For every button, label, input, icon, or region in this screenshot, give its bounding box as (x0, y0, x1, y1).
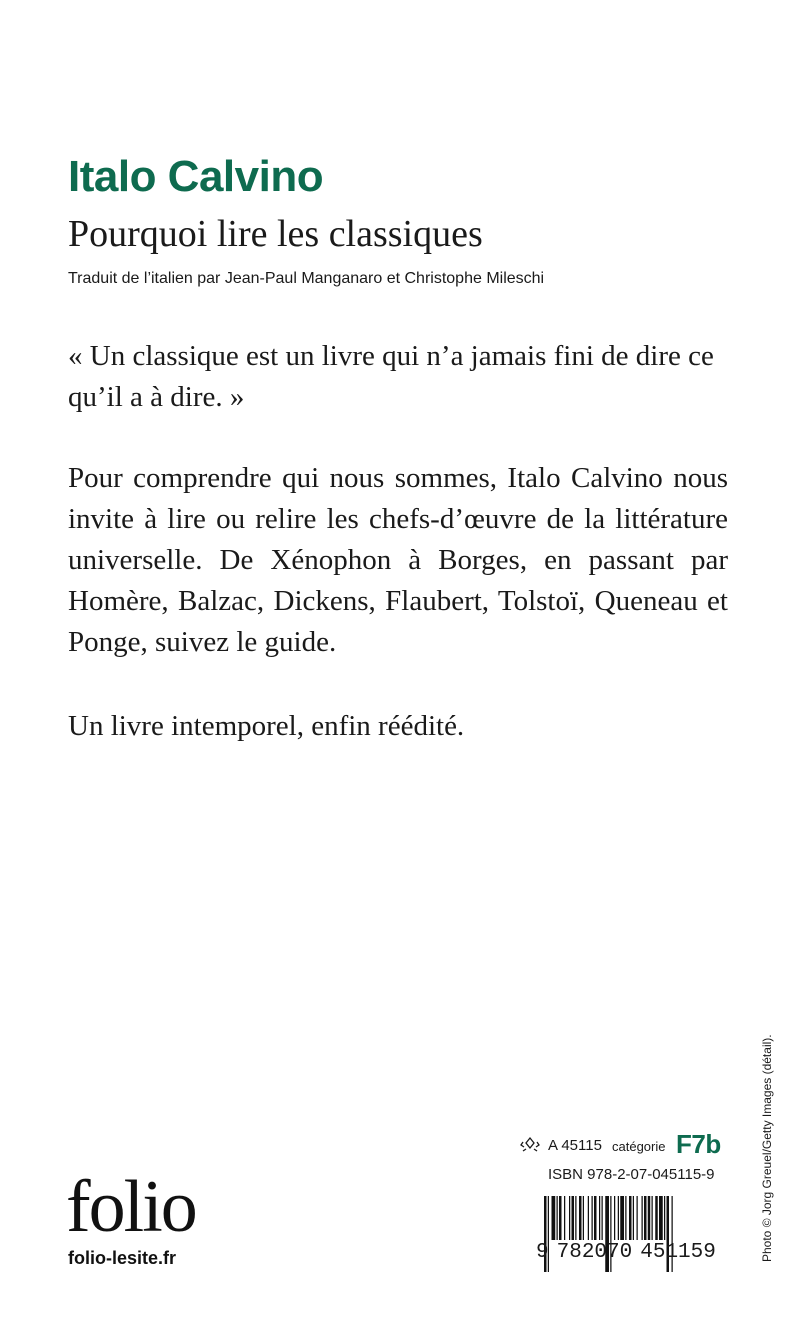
barcode-bar (572, 1196, 575, 1240)
blurb-tagline: Un livre intemporel, enfin réédité. (68, 710, 465, 742)
barcode-bar (664, 1196, 665, 1240)
barcode-bar (588, 1196, 589, 1240)
publisher-mark-icon (520, 1136, 540, 1152)
catalog-reference: A 45115 (548, 1137, 602, 1154)
category-code: F7b (676, 1129, 721, 1159)
barcode-bar (633, 1196, 634, 1240)
barcode-bar (644, 1196, 647, 1240)
barcode-bar (618, 1196, 619, 1240)
translator-line: Traduit de l’italien par Jean-Paul Manganaro et Christophe Mileschi (68, 270, 545, 287)
category-label: catégorie (612, 1139, 666, 1154)
barcode-bar (564, 1196, 565, 1240)
barcode-bar (648, 1196, 651, 1240)
barcode-bar (575, 1196, 576, 1240)
folio-logo: folio (66, 1166, 196, 1248)
barcode-digits-left: 782070 (556, 1241, 633, 1264)
publisher-website: folio-lesite.fr (68, 1248, 177, 1268)
barcode-bar (642, 1196, 643, 1240)
barcode-bar (629, 1196, 632, 1240)
author-name: Italo Calvino (68, 152, 324, 201)
isbn: ISBN 978-2-07-045115-9 (548, 1166, 715, 1183)
barcode-bar (552, 1196, 556, 1240)
catalog-info (520, 1128, 720, 1158)
book-title: Pourquoi lire les classiques (68, 213, 483, 255)
blurb-quote: « Un classique est un livre qui n’a jamais fini de dire ce qu’il a à dire. » (68, 340, 714, 413)
barcode-digit-first: 9 (536, 1241, 549, 1264)
barcode-bar (620, 1196, 624, 1240)
barcode-digits (536, 1241, 726, 1264)
blurb-summary: Pour comprendre qui nous sommes, Italo Calvino nous invite à lire ou relire les chefs-d’œuvre de la littérature universelle. De Xénophon à Borges, en passant par Homère, Balzac, Dickens, Flaubert, Tolstoï, Queneau et Ponge, suivez le guide. (68, 462, 728, 658)
barcode-bar (625, 1196, 626, 1240)
barcode-bar (592, 1196, 593, 1240)
barcode-bar (614, 1196, 615, 1240)
barcode-bar (559, 1196, 562, 1240)
barcode-digits-right: 451159 (640, 1241, 716, 1264)
barcode-bar (583, 1196, 584, 1240)
barcode-bar (637, 1196, 638, 1240)
barcode-bar (659, 1196, 663, 1240)
barcode-bar (569, 1196, 570, 1240)
barcode-bar (652, 1196, 653, 1240)
barcode-bar (557, 1196, 558, 1240)
barcode-bar (602, 1196, 603, 1240)
barcode-bar (594, 1196, 597, 1240)
barcode-bar (655, 1196, 658, 1240)
barcode-bar (579, 1196, 582, 1240)
barcode-bar (599, 1196, 600, 1240)
photo-credit: Photo © Jorg Greuel/Getty Images (détail). (760, 1034, 774, 1262)
